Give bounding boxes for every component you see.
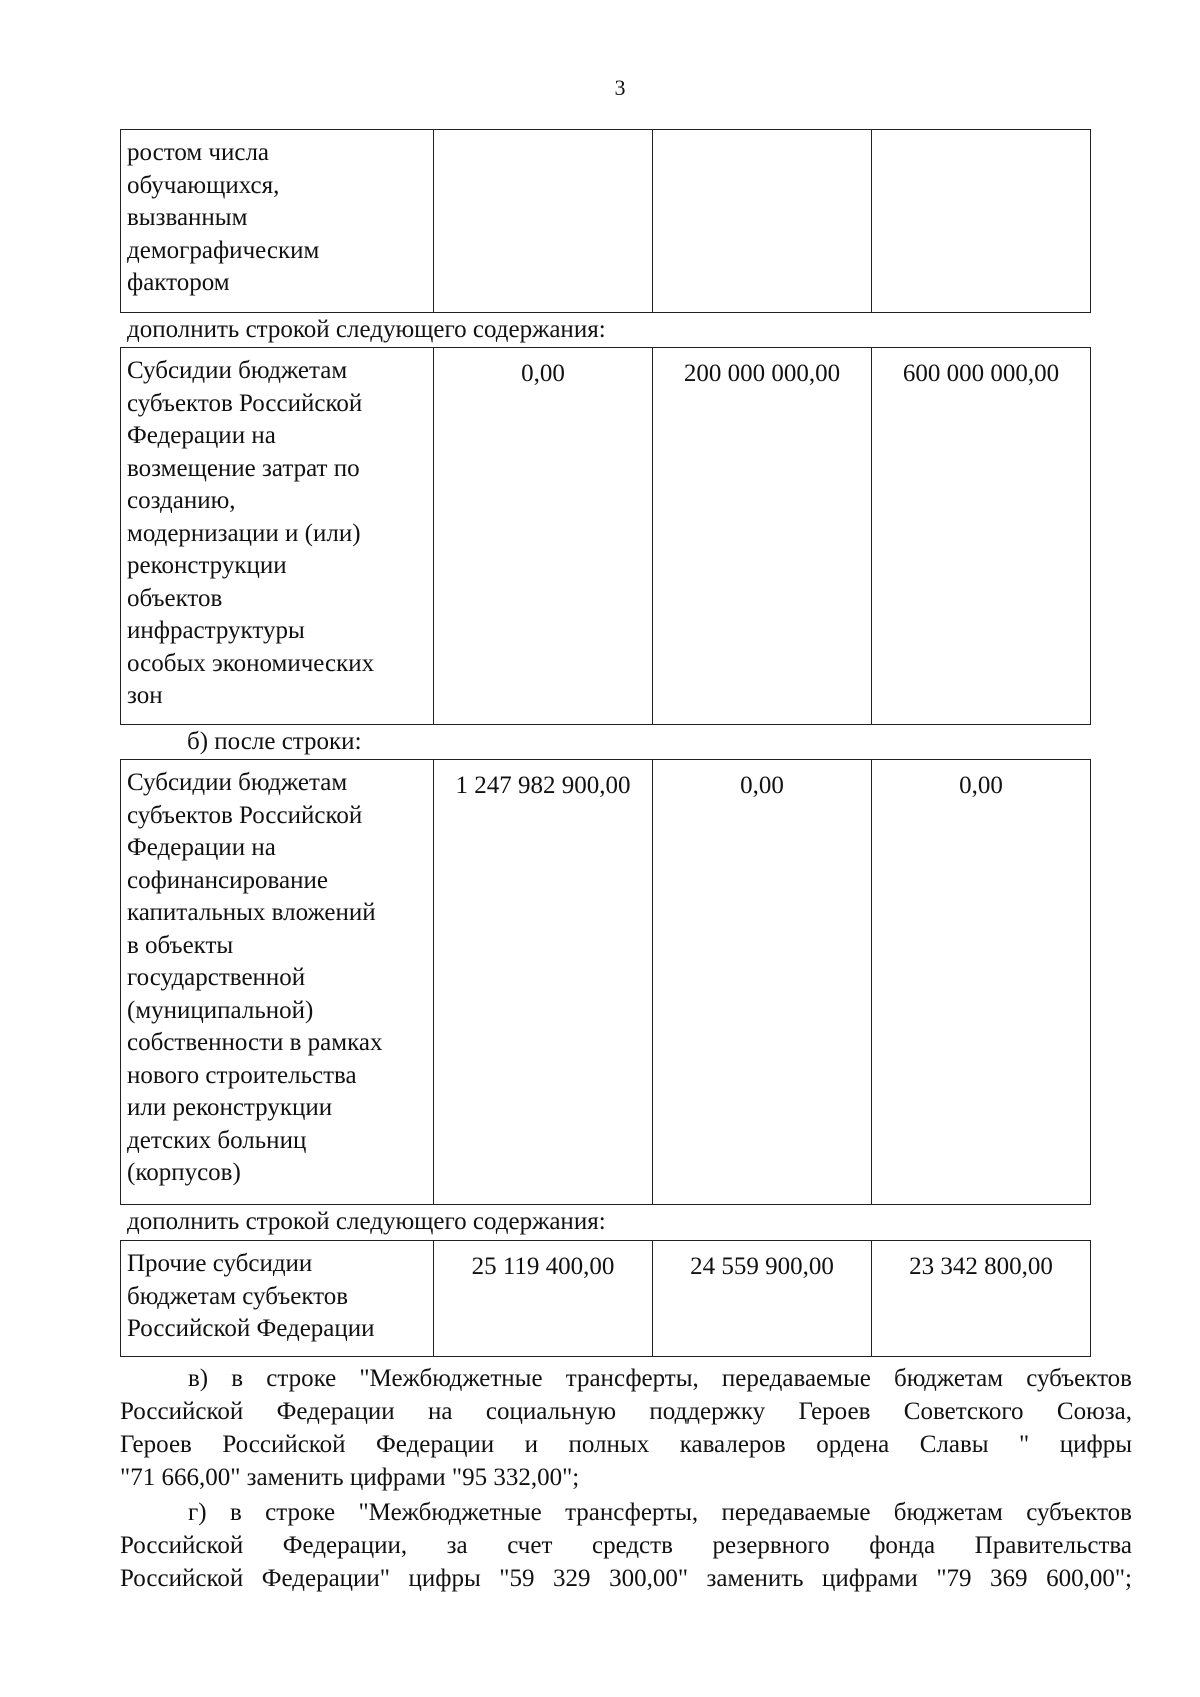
name-line: Федерации на [127,422,276,449]
name-line: (корпусов) [127,1159,241,1186]
paragraph-line: г) в строке "Межбюджетные трансферты, передаваемые бюджетам субъектов [188,1499,1132,1526]
name-line: собственности в рамках [127,1029,383,1056]
name-line: бюджетам субъектов [127,1282,349,1310]
value-cell-empty [434,130,653,313]
table-row-other [120,1240,1091,1357]
value-cell: 0,00 [653,760,872,1205]
value-cell: 24 559 900,00 [653,1241,872,1357]
row-name-cell [121,348,434,725]
name-line: или реконструкции [127,1094,333,1121]
table-row-sez [120,347,1091,725]
page-number: 3 [614,75,626,100]
name-line: реконструкции [127,552,287,579]
name-line: субъектов Российской [127,389,363,417]
paragraph-line: "71 666,00" заменить цифрами "95 332,00"; [120,1464,580,1491]
value-cell: 600 000 000,00 [872,348,1091,725]
paragraph-line: Героев Российской Федерации и полных кавалеров ордена Славы " цифры [120,1431,1132,1458]
name-line: объектов [127,584,223,612]
paragraph-line: в) в строке "Межбюджетные трансферты, передаваемые бюджетам субъектов [188,1365,1132,1392]
row-name-cell [121,130,434,313]
name-line: особых экономических [127,649,375,677]
name-line: нового строительства [127,1061,357,1089]
paragraph-line: Российской Федерации, за счет средств резервного фонда Правительства [120,1532,1132,1559]
name-line: модернизации и (или) [127,519,361,547]
value-cell: 0,00 [434,348,653,725]
paragraph-v [120,1362,1132,1494]
name-line: Федерации на [127,834,276,861]
name-line: (муниципальной) [127,996,314,1024]
paragraph-line: Российской Федерации на социальную поддержку Героев Советского Союза, [120,1398,1132,1425]
name-line: обучающихся, [127,171,280,199]
name-line: в объекты [127,931,234,959]
name-line: Субсидии бюджетам [127,357,348,384]
label-add-row: дополнить строкой следующего содержания: [127,1208,606,1235]
label-add-row: дополнить строкой следующего содержания: [127,316,606,343]
paragraph-line: Российской Федерации" цифры "59 329 300,00" заменить цифрами "79 369 600,00"; [120,1565,1132,1592]
name-line: созданию, [127,487,236,514]
table-continued-row [120,129,1091,313]
name-line: инфраструктуры [127,617,305,644]
name-line: зон [127,682,163,709]
value-cell: 1 247 982 900,00 [434,760,653,1205]
name-line: капитальных вложений [127,899,376,926]
name-line: демографическим [127,236,320,264]
name-line: государственной [127,964,306,991]
value-cell-empty [872,130,1091,313]
value-cell: 0,00 [872,760,1091,1205]
value-cell: 25 119 400,00 [434,1241,653,1357]
name-line: Субсидии бюджетам [127,769,348,796]
name-line: субъектов Российской [127,801,363,829]
paragraph-g [120,1496,1132,1595]
name-line: детских больниц [127,1126,307,1154]
name-line: Российской Федерации [127,1315,375,1342]
value-cell: 23 342 800,00 [872,1241,1091,1357]
name-line: ростом числа [127,139,270,166]
row-name-cell [121,760,434,1205]
label-after-row: б) после строки: [187,728,362,755]
name-line: возмещение затрат по [127,454,360,482]
value-cell-empty [653,130,872,313]
table-row-hospitals [120,759,1091,1205]
name-line: софинансирование [127,866,328,894]
name-line: Прочие субсидии [127,1250,313,1277]
row-name-cell [121,1241,434,1357]
name-line: вызванным [127,204,248,231]
name-line: фактором [127,269,230,296]
value-cell: 200 000 000,00 [653,348,872,725]
